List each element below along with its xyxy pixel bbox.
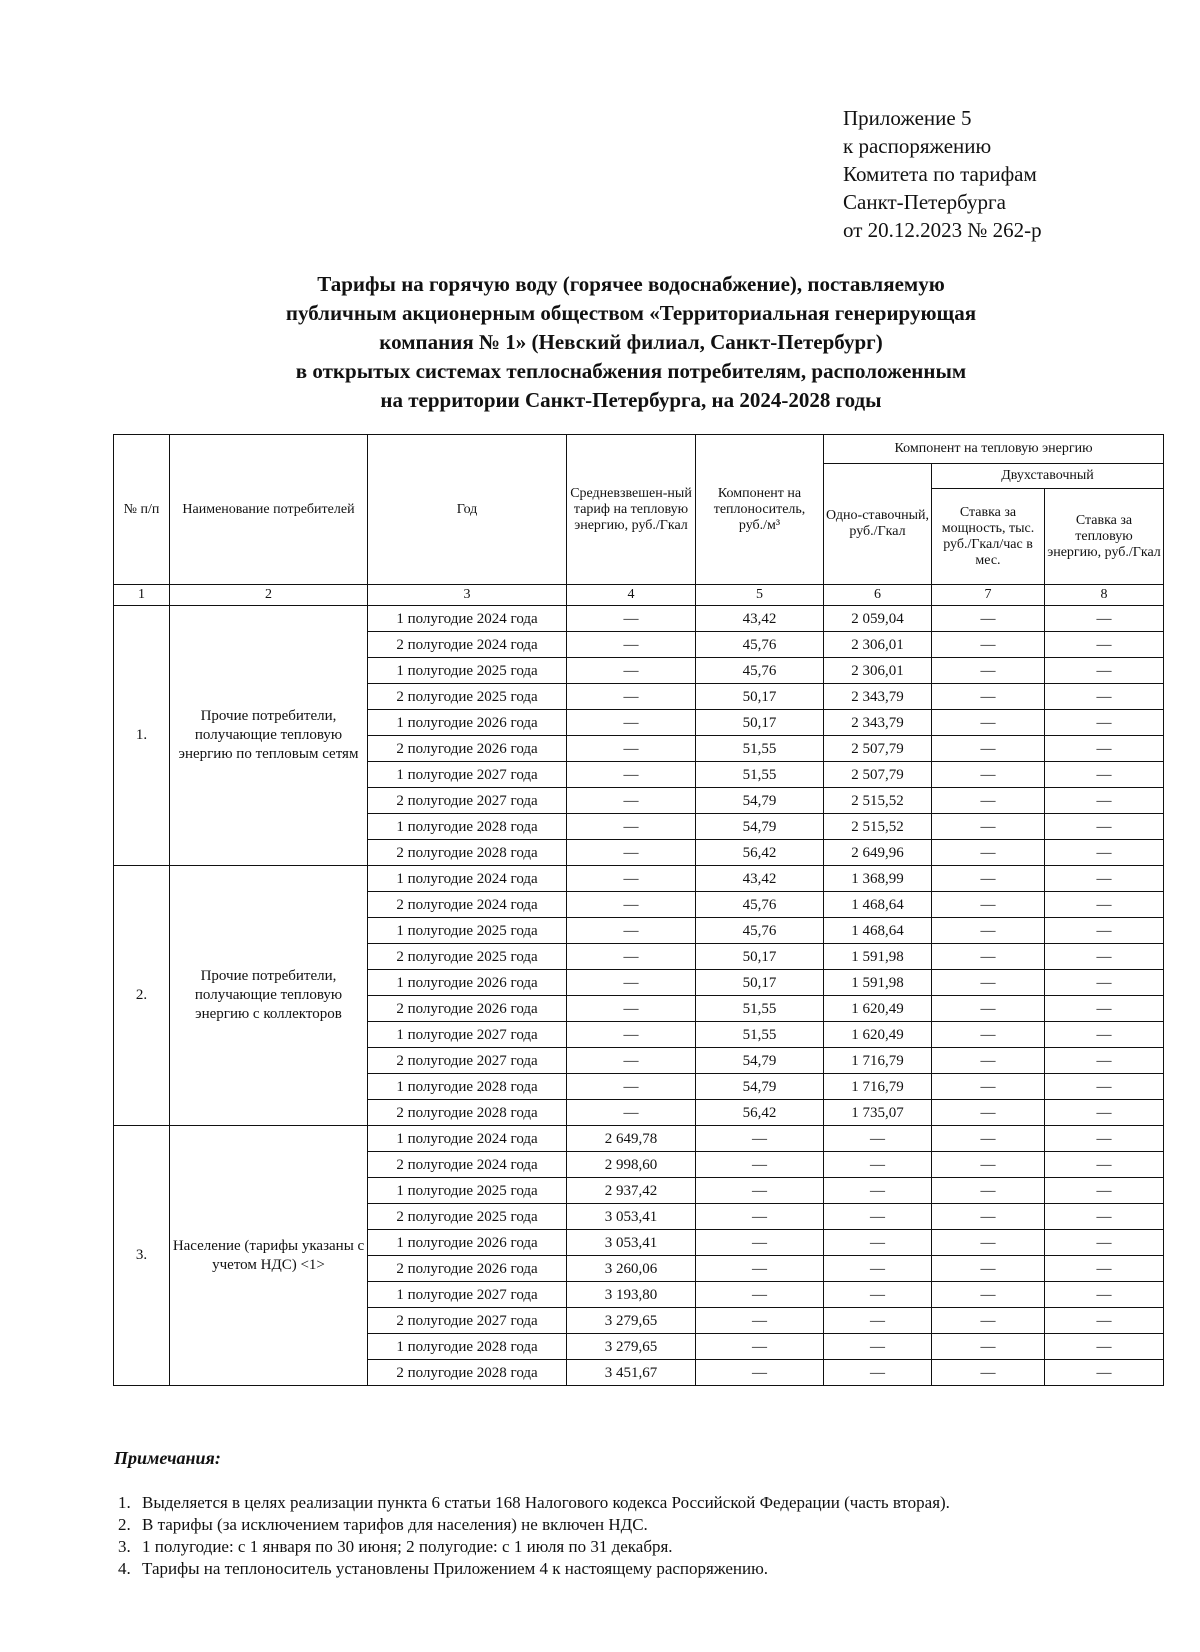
one-rate-cell: —: [824, 1360, 932, 1386]
header-two-rate: Двухставочный: [932, 464, 1164, 489]
one-rate-cell: 1 620,49: [824, 996, 932, 1022]
one-rate-cell: —: [824, 1334, 932, 1360]
carrier-component-cell: —: [696, 1334, 824, 1360]
energy-rate-cell: —: [1045, 1256, 1164, 1282]
column-number: 1: [114, 585, 170, 606]
note-item: 3. 1 полугодие: с 1 января по 30 июня; 2 полугодие: с 1 июля по 31 декабря.: [118, 1537, 673, 1556]
energy-rate-cell: —: [1045, 658, 1164, 684]
group-number: 2.: [114, 866, 170, 1126]
period-cell: 2 полугодие 2028 года: [368, 840, 567, 866]
column-number: 5: [696, 585, 824, 606]
group-number: 1.: [114, 606, 170, 866]
power-rate-cell: —: [932, 1022, 1045, 1048]
energy-rate-cell: —: [1045, 1230, 1164, 1256]
power-rate-cell: —: [932, 658, 1045, 684]
energy-rate-cell: —: [1045, 1308, 1164, 1334]
power-rate-cell: —: [932, 944, 1045, 970]
energy-rate-cell: —: [1045, 788, 1164, 814]
energy-rate-cell: —: [1045, 1022, 1164, 1048]
header-energy-component: Компонент на тепловую энергию: [824, 435, 1164, 464]
energy-rate-cell: —: [1045, 1334, 1164, 1360]
column-number: 7: [932, 585, 1045, 606]
one-rate-cell: —: [824, 1230, 932, 1256]
one-rate-cell: 2 306,01: [824, 632, 932, 658]
carrier-component-cell: 54,79: [696, 788, 824, 814]
power-rate-cell: —: [932, 1308, 1045, 1334]
energy-rate-cell: —: [1045, 814, 1164, 840]
appendix-line: Санкт-Петербурга: [843, 190, 1006, 214]
column-number: 2: [170, 585, 368, 606]
period-cell: 1 полугодие 2026 года: [368, 1230, 567, 1256]
average-tariff-cell: —: [567, 970, 696, 996]
header-consumer-name: Наименование потребителей: [170, 435, 368, 585]
one-rate-cell: 2 515,52: [824, 788, 932, 814]
note-text: Тарифы на теплоноситель установлены Приложением 4 к настоящему распоряжению.: [142, 1559, 769, 1578]
header-one-rate: Одно-ставочный, руб./Гкал: [824, 464, 932, 585]
one-rate-cell: 2 306,01: [824, 658, 932, 684]
power-rate-cell: —: [932, 1360, 1045, 1386]
power-rate-cell: —: [932, 788, 1045, 814]
one-rate-cell: 2 507,79: [824, 736, 932, 762]
power-rate-cell: —: [932, 1282, 1045, 1308]
carrier-component-cell: 54,79: [696, 1074, 824, 1100]
carrier-component-cell: 51,55: [696, 1022, 824, 1048]
one-rate-cell: —: [824, 1178, 932, 1204]
average-tariff-cell: —: [567, 814, 696, 840]
energy-rate-cell: —: [1045, 1204, 1164, 1230]
energy-rate-cell: —: [1045, 1126, 1164, 1152]
average-tariff-cell: —: [567, 1022, 696, 1048]
energy-rate-cell: —: [1045, 866, 1164, 892]
energy-rate-cell: —: [1045, 1100, 1164, 1126]
one-rate-cell: —: [824, 1126, 932, 1152]
energy-rate-cell: —: [1045, 1178, 1164, 1204]
energy-rate-cell: —: [1045, 1048, 1164, 1074]
energy-rate-cell: —: [1045, 684, 1164, 710]
power-rate-cell: —: [932, 762, 1045, 788]
carrier-component-cell: —: [696, 1204, 824, 1230]
energy-rate-cell: —: [1045, 710, 1164, 736]
period-cell: 2 полугодие 2028 года: [368, 1360, 567, 1386]
power-rate-cell: —: [932, 814, 1045, 840]
power-rate-cell: —: [932, 1152, 1045, 1178]
one-rate-cell: —: [824, 1308, 932, 1334]
average-tariff-cell: 3 279,65: [567, 1334, 696, 1360]
carrier-component-cell: 45,76: [696, 632, 824, 658]
power-rate-cell: —: [932, 840, 1045, 866]
power-rate-cell: —: [932, 1256, 1045, 1282]
energy-rate-cell: —: [1045, 762, 1164, 788]
energy-rate-cell: —: [1045, 970, 1164, 996]
carrier-component-cell: 51,55: [696, 996, 824, 1022]
power-rate-cell: —: [932, 1178, 1045, 1204]
one-rate-cell: 1 716,79: [824, 1074, 932, 1100]
tariff-table-body: [114, 606, 1164, 1386]
power-rate-cell: —: [932, 996, 1045, 1022]
carrier-component-cell: 50,17: [696, 710, 824, 736]
carrier-component-cell: 51,55: [696, 762, 824, 788]
carrier-component-cell: 43,42: [696, 866, 824, 892]
average-tariff-cell: —: [567, 840, 696, 866]
group-consumer-name: Прочие потребители, получающие тепловую энергию с коллекторов: [170, 866, 368, 1126]
document-title: [150, 270, 1112, 415]
average-tariff-cell: —: [567, 788, 696, 814]
period-cell: 1 полугодие 2027 года: [368, 1022, 567, 1048]
average-tariff-cell: —: [567, 684, 696, 710]
column-number: 6: [824, 585, 932, 606]
period-cell: 2 полугодие 2027 года: [368, 1048, 567, 1074]
energy-rate-cell: —: [1045, 1360, 1164, 1386]
power-rate-cell: —: [932, 684, 1045, 710]
period-cell: 1 полугодие 2028 года: [368, 1074, 567, 1100]
tariff-table: [113, 434, 1164, 1386]
appendix-reference: [843, 104, 1042, 244]
one-rate-cell: —: [824, 1204, 932, 1230]
column-number: 8: [1045, 585, 1164, 606]
one-rate-cell: 1 735,07: [824, 1100, 932, 1126]
period-cell: 1 полугодие 2025 года: [368, 918, 567, 944]
average-tariff-cell: —: [567, 658, 696, 684]
carrier-component-cell: 56,42: [696, 840, 824, 866]
average-tariff-cell: —: [567, 996, 696, 1022]
one-rate-cell: 1 591,98: [824, 970, 932, 996]
period-cell: 1 полугодие 2024 года: [368, 606, 567, 632]
power-rate-cell: —: [932, 1048, 1045, 1074]
period-cell: 1 полугодие 2028 года: [368, 1334, 567, 1360]
average-tariff-cell: 3 053,41: [567, 1230, 696, 1256]
period-cell: 2 полугодие 2025 года: [368, 684, 567, 710]
one-rate-cell: 1 620,49: [824, 1022, 932, 1048]
average-tariff-cell: 3 053,41: [567, 1204, 696, 1230]
header-carrier-component: Компонент на теплоноситель, руб./м³: [696, 435, 824, 585]
header-num: № п/п: [114, 435, 170, 585]
group-consumer-name: Население (тарифы указаны с учетом НДС) <1>: [170, 1126, 368, 1386]
period-cell: 2 полугодие 2027 года: [368, 1308, 567, 1334]
carrier-component-cell: —: [696, 1308, 824, 1334]
one-rate-cell: 2 515,52: [824, 814, 932, 840]
note-item: 4. Тарифы на теплоноситель установлены Приложением 4 к настоящему распоряжению.: [118, 1559, 769, 1578]
energy-rate-cell: —: [1045, 632, 1164, 658]
one-rate-cell: 2 343,79: [824, 684, 932, 710]
column-number: 4: [567, 585, 696, 606]
average-tariff-cell: —: [567, 918, 696, 944]
average-tariff-cell: —: [567, 1074, 696, 1100]
appendix-line: к распоряжению: [843, 134, 992, 158]
one-rate-cell: 1 368,99: [824, 866, 932, 892]
period-cell: 2 полугодие 2024 года: [368, 1152, 567, 1178]
carrier-component-cell: 54,79: [696, 1048, 824, 1074]
table-row: [114, 866, 1164, 892]
column-number: 3: [368, 585, 567, 606]
carrier-component-cell: —: [696, 1256, 824, 1282]
carrier-component-cell: 50,17: [696, 970, 824, 996]
average-tariff-cell: 3 260,06: [567, 1256, 696, 1282]
period-cell: 2 полугодие 2026 года: [368, 996, 567, 1022]
average-tariff-cell: —: [567, 944, 696, 970]
period-cell: 1 полугодие 2028 года: [368, 814, 567, 840]
appendix-line: Комитета по тарифам: [843, 162, 1037, 186]
power-rate-cell: —: [932, 892, 1045, 918]
one-rate-cell: —: [824, 1152, 932, 1178]
one-rate-cell: —: [824, 1282, 932, 1308]
average-tariff-cell: 2 998,60: [567, 1152, 696, 1178]
note-text: 1 полугодие: с 1 января по 30 июня; 2 полугодие: с 1 июля по 31 декабря.: [142, 1537, 673, 1556]
header-year: Год: [368, 435, 567, 585]
one-rate-cell: 2 059,04: [824, 606, 932, 632]
group-consumer-name: Прочие потребители, получающие тепловую энергию по тепловым сетям: [170, 606, 368, 866]
carrier-component-cell: —: [696, 1360, 824, 1386]
period-cell: 1 полугодие 2024 года: [368, 866, 567, 892]
title-line: Тарифы на горячую воду (горячее водоснабжение), поставляемую: [317, 272, 945, 296]
carrier-component-cell: 54,79: [696, 814, 824, 840]
table-row: [114, 1126, 1164, 1152]
note-text: Выделяется в целях реализации пункта 6 статьи 168 Налогового кодекса Российской Федерации (часть вторая).: [142, 1493, 950, 1512]
power-rate-cell: —: [932, 918, 1045, 944]
title-line: в открытых системах теплоснабжения потребителям, расположенным: [295, 359, 967, 383]
energy-rate-cell: —: [1045, 1282, 1164, 1308]
period-cell: 1 полугодие 2026 года: [368, 710, 567, 736]
period-cell: 2 полугодие 2026 года: [368, 736, 567, 762]
energy-rate-cell: —: [1045, 1152, 1164, 1178]
energy-rate-cell: —: [1045, 840, 1164, 866]
period-cell: 1 полугодие 2024 года: [368, 1126, 567, 1152]
note-item: 2. В тарифы (за исключением тарифов для населения) не включен НДС.: [118, 1515, 648, 1534]
average-tariff-cell: 3 451,67: [567, 1360, 696, 1386]
power-rate-cell: —: [932, 970, 1045, 996]
appendix-line: от 20.12.2023 № 262-р: [843, 218, 1042, 242]
period-cell: 2 полугодие 2024 года: [368, 632, 567, 658]
average-tariff-cell: 3 193,80: [567, 1282, 696, 1308]
average-tariff-cell: —: [567, 762, 696, 788]
power-rate-cell: —: [932, 710, 1045, 736]
header-power-rate: Ставка за мощность, тыс. руб./Гкал/час в мес.: [932, 489, 1045, 585]
period-cell: 1 полугодие 2026 года: [368, 970, 567, 996]
power-rate-cell: —: [932, 1074, 1045, 1100]
power-rate-cell: —: [932, 632, 1045, 658]
power-rate-cell: —: [932, 606, 1045, 632]
period-cell: 2 полугодие 2024 года: [368, 892, 567, 918]
column-number-row: [114, 585, 1164, 606]
carrier-component-cell: 51,55: [696, 736, 824, 762]
energy-rate-cell: —: [1045, 1074, 1164, 1100]
header-energy-rate: Ставка за тепловую энергию, руб./Гкал: [1045, 489, 1164, 585]
average-tariff-cell: —: [567, 866, 696, 892]
one-rate-cell: 1 468,64: [824, 918, 932, 944]
average-tariff-cell: —: [567, 736, 696, 762]
carrier-component-cell: 50,17: [696, 944, 824, 970]
energy-rate-cell: —: [1045, 944, 1164, 970]
period-cell: 1 полугодие 2025 года: [368, 658, 567, 684]
one-rate-cell: 1 716,79: [824, 1048, 932, 1074]
one-rate-cell: 2 649,96: [824, 840, 932, 866]
carrier-component-cell: 45,76: [696, 918, 824, 944]
note-text: В тарифы (за исключением тарифов для населения) не включен НДС.: [142, 1515, 648, 1534]
appendix-line: Приложение 5: [843, 106, 972, 130]
title-line: публичным акционерным обществом «Территориальная генерирующая: [285, 301, 977, 325]
energy-rate-cell: —: [1045, 606, 1164, 632]
group-number: 3.: [114, 1126, 170, 1386]
power-rate-cell: —: [932, 1100, 1045, 1126]
period-cell: 2 полугодие 2028 года: [368, 1100, 567, 1126]
period-cell: 2 полугодие 2025 года: [368, 1204, 567, 1230]
header-average-tariff: Средневзвешен-ный тариф на тепловую энергию, руб./Гкал: [567, 435, 696, 585]
notes-list: [118, 1492, 950, 1580]
power-rate-cell: —: [932, 1334, 1045, 1360]
carrier-component-cell: 45,76: [696, 892, 824, 918]
power-rate-cell: —: [932, 866, 1045, 892]
average-tariff-cell: 3 279,65: [567, 1308, 696, 1334]
carrier-component-cell: 50,17: [696, 684, 824, 710]
energy-rate-cell: —: [1045, 736, 1164, 762]
one-rate-cell: 2 343,79: [824, 710, 932, 736]
average-tariff-cell: —: [567, 632, 696, 658]
period-cell: 2 полугодие 2027 года: [368, 788, 567, 814]
average-tariff-cell: 2 937,42: [567, 1178, 696, 1204]
energy-rate-cell: —: [1045, 996, 1164, 1022]
average-tariff-cell: —: [567, 892, 696, 918]
energy-rate-cell: —: [1045, 892, 1164, 918]
one-rate-cell: 1 591,98: [824, 944, 932, 970]
title-line: на территории Санкт-Петербурга, на 2024-2028 годы: [380, 388, 882, 412]
title-line: компания № 1» (Невский филиал, Санкт-Петербург): [379, 330, 883, 354]
carrier-component-cell: —: [696, 1178, 824, 1204]
period-cell: 2 полугодие 2026 года: [368, 1256, 567, 1282]
period-cell: 1 полугодие 2027 года: [368, 1282, 567, 1308]
average-tariff-cell: —: [567, 1100, 696, 1126]
period-cell: 2 полугодие 2025 года: [368, 944, 567, 970]
energy-rate-cell: —: [1045, 918, 1164, 944]
power-rate-cell: —: [932, 1204, 1045, 1230]
average-tariff-cell: —: [567, 606, 696, 632]
carrier-component-cell: 56,42: [696, 1100, 824, 1126]
note-item: 1. Выделяется в целях реализации пункта 6 статьи 168 Налогового кодекса Российской Федерации (часть вторая).: [118, 1493, 950, 1512]
period-cell: 1 полугодие 2027 года: [368, 762, 567, 788]
power-rate-cell: —: [932, 1230, 1045, 1256]
one-rate-cell: —: [824, 1256, 932, 1282]
table-row: [114, 606, 1164, 632]
period-cell: 1 полугодие 2025 года: [368, 1178, 567, 1204]
carrier-component-cell: —: [696, 1152, 824, 1178]
average-tariff-cell: —: [567, 710, 696, 736]
carrier-component-cell: —: [696, 1282, 824, 1308]
one-rate-cell: 1 468,64: [824, 892, 932, 918]
average-tariff-cell: 2 649,78: [567, 1126, 696, 1152]
power-rate-cell: —: [932, 1126, 1045, 1152]
one-rate-cell: 2 507,79: [824, 762, 932, 788]
power-rate-cell: —: [932, 736, 1045, 762]
average-tariff-cell: —: [567, 1048, 696, 1074]
carrier-component-cell: 43,42: [696, 606, 824, 632]
carrier-component-cell: —: [696, 1126, 824, 1152]
carrier-component-cell: 45,76: [696, 658, 824, 684]
notes-title: Примечания:: [114, 1448, 221, 1468]
carrier-component-cell: —: [696, 1230, 824, 1256]
